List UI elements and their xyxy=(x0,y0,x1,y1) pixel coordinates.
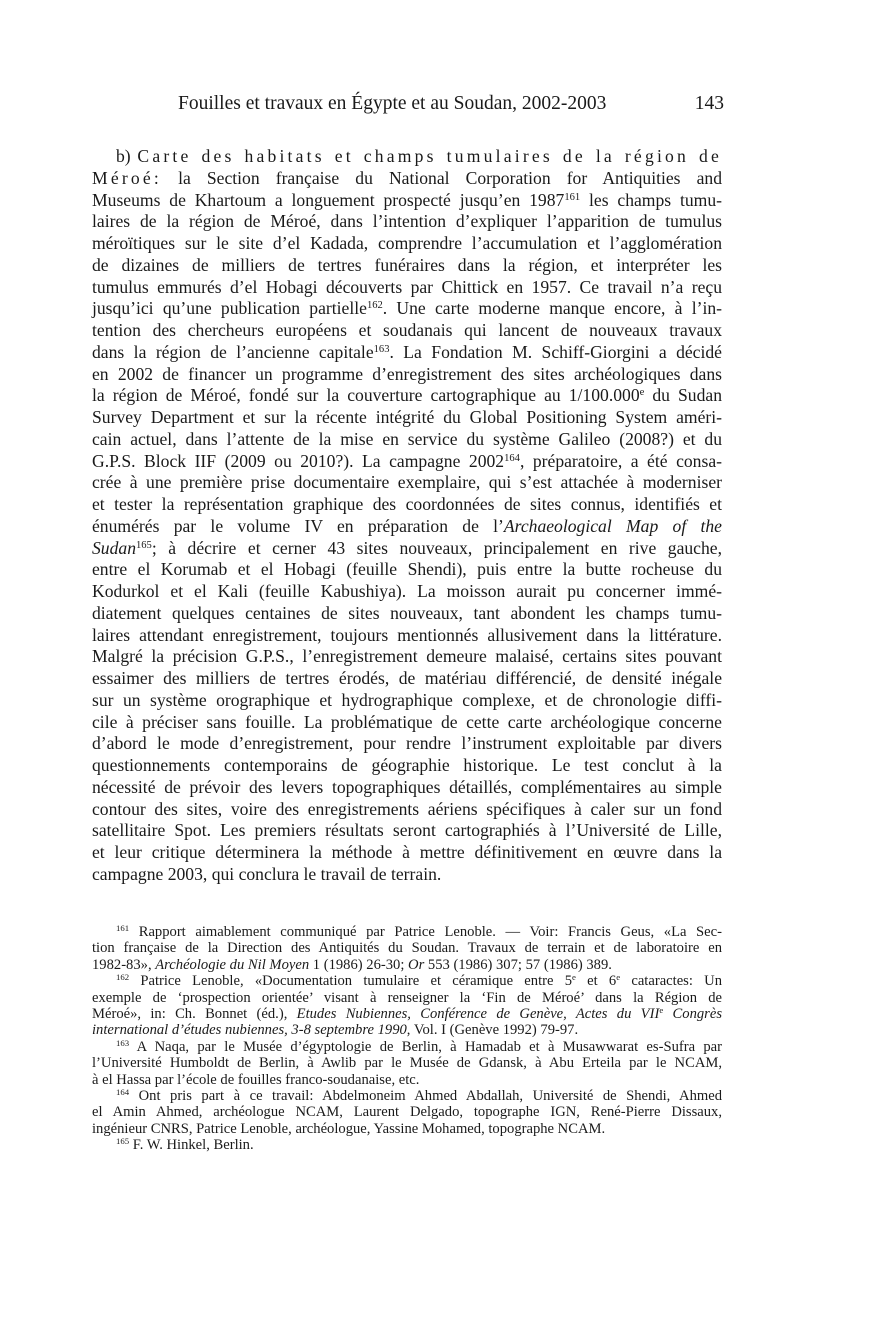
text-fragment: 1982-83», xyxy=(92,956,156,973)
italic-title: Archéologie du Nil Moyen xyxy=(155,956,310,973)
text-line xyxy=(92,538,722,560)
text-fragment: la Section française du National Corporation for Antiquities and xyxy=(162,167,722,188)
superscript-e: e xyxy=(572,972,576,983)
footnote-162 xyxy=(92,973,722,989)
footnote-165 xyxy=(92,1137,722,1153)
footnote-ref[interactable]: 163 xyxy=(373,343,390,355)
footnote-ref[interactable]: 165 xyxy=(135,539,152,551)
footnote-line xyxy=(92,1022,722,1038)
text-fragment: jusqu’ici qu’une publication partielle xyxy=(92,298,367,319)
footnote-161 xyxy=(92,924,722,940)
text-line: diatement quelques centaines de sites nouveaux, tant abondent les champs tumu- xyxy=(92,602,722,623)
section-label: b) xyxy=(116,146,138,166)
text-line: et tester la représentation graphique des coordonnées de sites connus, identifiés et xyxy=(92,494,722,514)
footnote-number: 165 xyxy=(116,1136,130,1147)
running-header xyxy=(178,93,724,117)
superscript-e: e xyxy=(616,972,621,983)
text-line: laires attendant enregistrement, toujours mentionnés allusivement dans la littérature. xyxy=(92,624,722,645)
italic-title: Archaeological Map of the xyxy=(503,515,722,536)
text-fragment: A Naqa, par le Musée d’égyptologie de Berlin, à Hamadab et à Musawwarat es-Sufra par xyxy=(129,1038,722,1055)
section-heading-cont: Méroé: xyxy=(92,167,163,188)
footnote-ref[interactable]: 161 xyxy=(564,191,581,203)
footnote-line: à el Hassa par l’école de fouilles franco-soudanaise, etc. xyxy=(92,1071,420,1088)
footnote-number: 163 xyxy=(116,1037,130,1048)
text-line: de dizaines de milliers de tertres funéraires dans la région, et interpréter les xyxy=(92,254,722,275)
footnote-number: 161 xyxy=(116,923,130,934)
text-fragment: , préparatoire, a été consa- xyxy=(519,450,722,471)
italic-title: international d’études nubiennes, 3-8 septembre 1990 xyxy=(92,1022,407,1039)
page-number: 143 xyxy=(694,93,724,114)
text-fragment: , Vol. I (Genève 1992) 79-97. xyxy=(406,1022,579,1039)
text-fragment: Méroé», in: Ch. Bonnet (éd.), xyxy=(92,1005,297,1022)
footnote-line: tion française de la Direction des Antiquités du Soudan. Travaux de terrain et de laboratoire en xyxy=(92,940,722,957)
text-fragment: ; à décrire et cerner 43 sites nouveaux, principalement en rive gauche, xyxy=(151,537,722,558)
main-text xyxy=(92,146,722,886)
italic-title: Etudes Nubiennes, Conférence de Genève, Actes du VII xyxy=(296,1005,660,1022)
text-line: essaimer des milliers de tertres érodés, de matériau différencié, de densité inégale xyxy=(92,668,722,688)
text-line: laires de la région de Méroé, dans l’intention d’expliquer l’apparition de tumulus xyxy=(92,211,722,232)
text-line: en 2002 de financer un programme d’enregistrement des sites archéologiques dans xyxy=(92,363,722,384)
footnote-ref[interactable]: 164 xyxy=(504,452,520,464)
text-fragment: les champs tumu- xyxy=(580,189,722,210)
text-fragment: Rapport aimablement communiqué par Patrice Lenoble. — Voir: Francis Geus, «La Sec- xyxy=(129,924,722,940)
text-line: tumulus emmurés d’el Hobagi découverts par Chittick en 1957. Ce travail n’a reçu xyxy=(92,276,722,297)
text-fragment: du Sudan xyxy=(644,385,723,406)
footnote-number: 162 xyxy=(116,972,130,983)
text-fragment: Patrice Lenoble, «Documentation tumulaire et céramique entre 5 xyxy=(129,973,572,990)
footnote-164 xyxy=(92,1088,722,1104)
text-line: d’abord le mode d’enregistrement, pour rendre l’instrument exploitable par divers xyxy=(92,733,722,754)
text-line xyxy=(92,342,722,364)
italic-title: Sudan xyxy=(92,537,136,558)
footnote-number: 164 xyxy=(116,1087,130,1098)
text-line: et leur critique déterminera la méthode à mettre définitivement en œuvre dans la xyxy=(92,842,722,862)
text-line: méroïtiques sur le site d’el Kadada, comprendre l’accumulation et l’agglomération xyxy=(92,233,722,253)
text-line xyxy=(92,385,722,407)
text-line: crée à une première prise documentaire exemplaire, qui s’est attachée à moderniser xyxy=(92,472,722,493)
text-line: contour des sites, voire des enregistrements aériens spécifiques à caler sur un fond xyxy=(92,798,722,819)
text-line xyxy=(92,146,722,168)
text-fragment: 1 (1986) 26-30; xyxy=(309,956,409,973)
superscript-e: e xyxy=(639,387,645,399)
footnotes xyxy=(92,924,722,1153)
text-line: cile à préciser sans fouille. La problématique de cette carte archéologique concerne xyxy=(92,711,722,732)
section-heading: Carte des habitats et champs tumulaires de la région de xyxy=(137,146,722,166)
text-line xyxy=(92,168,722,190)
text-line: satellitaire Spot. Les premiers résultats seront cartographiés à l’Université de Lille, xyxy=(92,820,722,841)
footnote-ref[interactable]: 162 xyxy=(366,300,383,312)
italic-title: Congrès xyxy=(663,1005,722,1022)
text-fragment: la région de Méroé, fondé sur la couverture cartographique au 1/100.000 xyxy=(92,385,640,406)
footnote-line xyxy=(92,957,722,973)
text-line: Kodurkol et el Kali (feuille Kabushiya). La moisson aurait pu concerner immé- xyxy=(92,581,722,601)
text-line: cain actuel, dans l’attente de la mise en service du système Galileo (2008?) et du xyxy=(92,428,722,449)
text-line: Malgré la précision G.P.S., l’enregistrement demeure malaisé, certains sites pouvant xyxy=(92,646,722,667)
footnote-line: el Amin Ahmed, archéologue NCAM, Laurent Delgado, topographe IGN, René-Pierre Dissaux, xyxy=(92,1104,722,1121)
text-line: questionnements contemporains de géographie historique. Le test conclut à la xyxy=(92,755,722,775)
text-fragment: G.P.S. Block IIF (2009 ou 2010?). La campagne 2002 xyxy=(92,450,505,471)
text-fragment: . La Fondation M. Schiff-Giorgini a décidé xyxy=(389,341,722,362)
text-line: campagne 2003, qui conclura le travail de terrain. xyxy=(92,863,442,884)
text-line xyxy=(92,516,722,538)
text-line: Survey Department et sur la récente intégrité du Global Positioning System améri- xyxy=(92,407,722,427)
text-fragment: dans la région de l’ancienne capitale xyxy=(92,341,374,362)
running-title: Fouilles et travaux en Égypte et au Soudan, 2002-2003 xyxy=(178,93,607,114)
text-line xyxy=(92,298,722,320)
text-line: nécessité de prévoir des levers topographiques détaillés, complémentaires au simple xyxy=(92,776,722,797)
text-line: tention des chercheurs européens et soudanais qui lancent de nouveaux travaux xyxy=(92,320,722,340)
text-fragment: Museums de Khartoum a longuement prospecté jusqu’en 1987 xyxy=(92,189,565,210)
text-fragment: énumérés par le volume IV en préparation de l’ xyxy=(92,515,504,536)
text-fragment: 553 (1986) 307; 57 (1986) 389. xyxy=(424,956,612,973)
text-line: sur un système orographique et hydrographique complexe, et de chronologie diffi- xyxy=(92,689,722,710)
footnote-line: ingénieur CNRS, Patrice Lenoble, archéologue, Yassine Mohamed, topographe NCAM. xyxy=(92,1120,606,1137)
superscript-e: e xyxy=(659,1005,664,1016)
footnote-163 xyxy=(92,1039,722,1055)
text-line xyxy=(92,451,722,473)
footnote-line: exemple de ‘prospection orientée’ visant à renseigner la ‘Fin de Méroé’ dans la Région de xyxy=(92,989,722,1006)
italic-title: Or xyxy=(408,956,425,973)
text-line: entre el Korumab et el Hobagi (feuille Shendi), puis entre la butte rocheuse du xyxy=(92,559,722,580)
footnote-line xyxy=(92,1006,722,1022)
text-line xyxy=(92,190,722,212)
text-fragment: Ont pris part à ce travail: Abdelmoneim Ahmed Abdallah, Université de Shendi, Ahmed xyxy=(129,1087,722,1104)
text-fragment: F. W. Hinkel, Berlin. xyxy=(129,1137,254,1154)
text-fragment: cataractes: Un xyxy=(620,973,722,990)
text-fragment: et 6 xyxy=(575,973,617,990)
footnote-line: l’Université Humboldt de Berlin, à Awlib par le Musée de Gdansk, à Abu Erteila par le NCAM, xyxy=(92,1055,722,1072)
text-fragment: . Une carte moderne manque encore, à l’in- xyxy=(382,298,722,319)
